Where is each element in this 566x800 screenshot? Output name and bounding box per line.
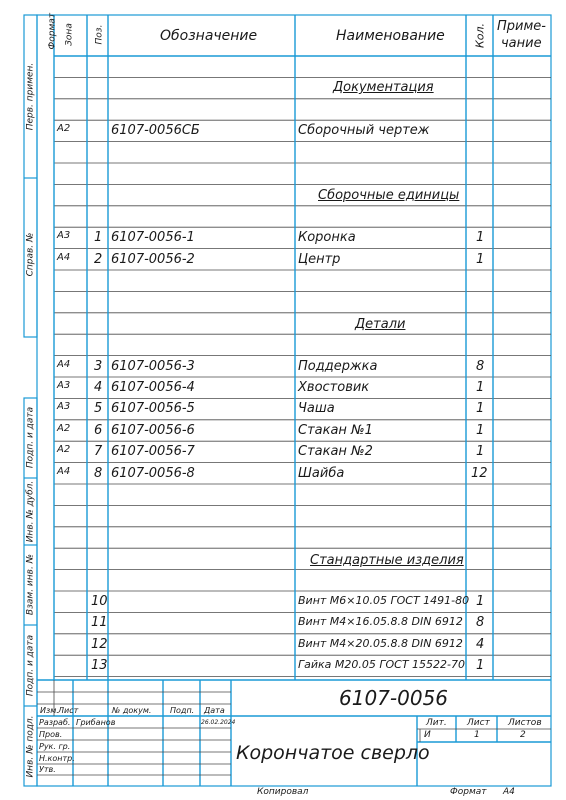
tb-razrab-name: Грибанов <box>76 718 116 727</box>
tb-listov: Листов <box>508 718 542 728</box>
header-pos: Поз. <box>94 24 105 45</box>
footer-format-value: A4 <box>503 787 515 797</box>
row-designation: 6107-0056-4 <box>111 380 195 395</box>
tb-ndokum: № докум. <box>112 706 152 715</box>
header-zone: Зона <box>64 23 75 46</box>
row-name: Винт М6×10.05 ГОСТ 1491-80 <box>298 594 470 607</box>
row-qty: 1 <box>476 444 485 460</box>
row-designation: 6107-0056-5 <box>111 401 195 417</box>
side-vzam-inv: Взам. инв. № <box>25 553 36 616</box>
tb-utv: Утв. <box>39 765 56 774</box>
row-qty: 1 <box>476 594 485 609</box>
row-designation: 6107-0056-7 <box>111 444 195 460</box>
tb-razrab: Разраб. <box>39 718 71 727</box>
row-designation: 6107-0056-3 <box>111 358 195 374</box>
tb-prov: Пров. <box>39 730 63 739</box>
tb-ruk-gr: Рук. гр. <box>39 742 71 751</box>
tb-razrab-date: 26.02.2024 <box>201 719 236 726</box>
row-pos: 8 <box>94 465 103 481</box>
row-qty: 1 <box>476 401 485 417</box>
footer-format-label: Формат <box>450 787 487 797</box>
tb-data: Дата <box>204 706 225 715</box>
section-standard: Стандартные изделия <box>310 553 464 568</box>
row-designation: 6107-0056СБ <box>111 123 200 139</box>
side-podp-data-1: Подп. и дата <box>25 406 36 469</box>
footer-copied: Копировал <box>257 787 309 797</box>
side-inv-podl: Инв. № подл. <box>25 715 36 778</box>
row-pos: 4 <box>94 380 103 395</box>
row-qty: 1 <box>476 658 485 674</box>
tb-list-value: 1 <box>474 730 480 740</box>
header-designation: Обозначение <box>160 28 258 44</box>
row-name: Стакан №1 <box>298 422 373 438</box>
section-details: Детали <box>355 317 406 332</box>
row-pos: 10 <box>91 594 108 609</box>
row-pos: 2 <box>94 251 103 267</box>
row-name: Винт М4×16.05.8.8 DIN 6912 <box>298 615 463 629</box>
tb-list-label: Лист <box>467 718 490 728</box>
row-name: Центр <box>298 251 341 267</box>
row-designation: 6107-0056-2 <box>111 251 195 267</box>
section-assembly-units: Сборочные единицы <box>318 188 460 203</box>
row-format: A3 <box>57 230 71 242</box>
tb-n-kontr: Н.контр. <box>39 754 75 763</box>
row-pos: 12 <box>91 636 108 652</box>
row-name: Гайка М20.05 ГОСТ 15522-70 <box>298 658 466 672</box>
row-designation: 6107-0056-6 <box>111 422 195 438</box>
header-note-2: чание <box>501 36 542 51</box>
row-format: A3 <box>57 401 71 413</box>
row-qty: 8 <box>476 358 485 374</box>
row-name: Поддержка <box>298 358 378 374</box>
row-format: A3 <box>57 380 71 391</box>
row-qty: 1 <box>476 380 485 395</box>
header-format: Формат <box>47 12 58 50</box>
row-designation: 6107-0056-8 <box>111 465 195 481</box>
tb-podp: Подп. <box>170 706 195 715</box>
row-name: Шайба <box>298 465 345 481</box>
side-inv-dubl: Инв. № дубл. <box>25 480 36 543</box>
row-qty: 12 <box>471 465 488 481</box>
row-name: Стакан №2 <box>298 444 373 460</box>
row-format: A4 <box>57 465 71 477</box>
section-documentation: Документация <box>333 80 434 95</box>
row-qty: 1 <box>476 422 485 438</box>
row-format: A4 <box>57 358 71 370</box>
row-qty: 1 <box>476 251 485 267</box>
tb-lit: Лит. <box>426 718 447 728</box>
row-name: Сборочный чертеж <box>298 123 430 139</box>
row-format: A4 <box>57 251 71 263</box>
side-sprav-no: Справ. № <box>25 232 36 277</box>
tb-izm: Изм. <box>40 706 59 715</box>
tb-listov-value: 2 <box>520 730 526 740</box>
row-qty: 4 <box>476 636 485 652</box>
row-name: Коронка <box>298 230 356 246</box>
header-note-1: Приме- <box>497 19 546 34</box>
row-qty: 8 <box>476 615 485 631</box>
row-qty: 1 <box>476 230 485 246</box>
row-pos: 13 <box>91 658 108 674</box>
row-format: A2 <box>57 422 71 434</box>
header-qty: Кол. <box>473 22 487 49</box>
row-pos: 7 <box>94 444 103 460</box>
row-pos: 3 <box>94 358 103 374</box>
row-pos: 6 <box>94 422 103 438</box>
row-format: A2 <box>57 444 71 456</box>
doc-title: Корончатое сверло <box>236 742 430 764</box>
row-name: Чаша <box>298 401 335 417</box>
tb-lit-value: И <box>424 730 431 740</box>
row-name: Хвостовик <box>298 380 370 395</box>
row-format: A2 <box>57 123 71 135</box>
tb-list: Лист <box>58 706 79 715</box>
doc-number: 6107-0056 <box>339 686 449 710</box>
row-pos: 11 <box>91 615 108 631</box>
header-name: Наименование <box>336 28 445 44</box>
row-name: Винт М4×20.05.8.8 DIN 6912 <box>298 636 463 650</box>
row-pos: 1 <box>94 230 103 246</box>
side-podp-data-2: Подп. и дата <box>25 634 36 697</box>
side-perv-primen: Перв. примен. <box>25 62 36 131</box>
row-designation: 6107-0056-1 <box>111 230 195 246</box>
row-pos: 5 <box>94 401 103 417</box>
